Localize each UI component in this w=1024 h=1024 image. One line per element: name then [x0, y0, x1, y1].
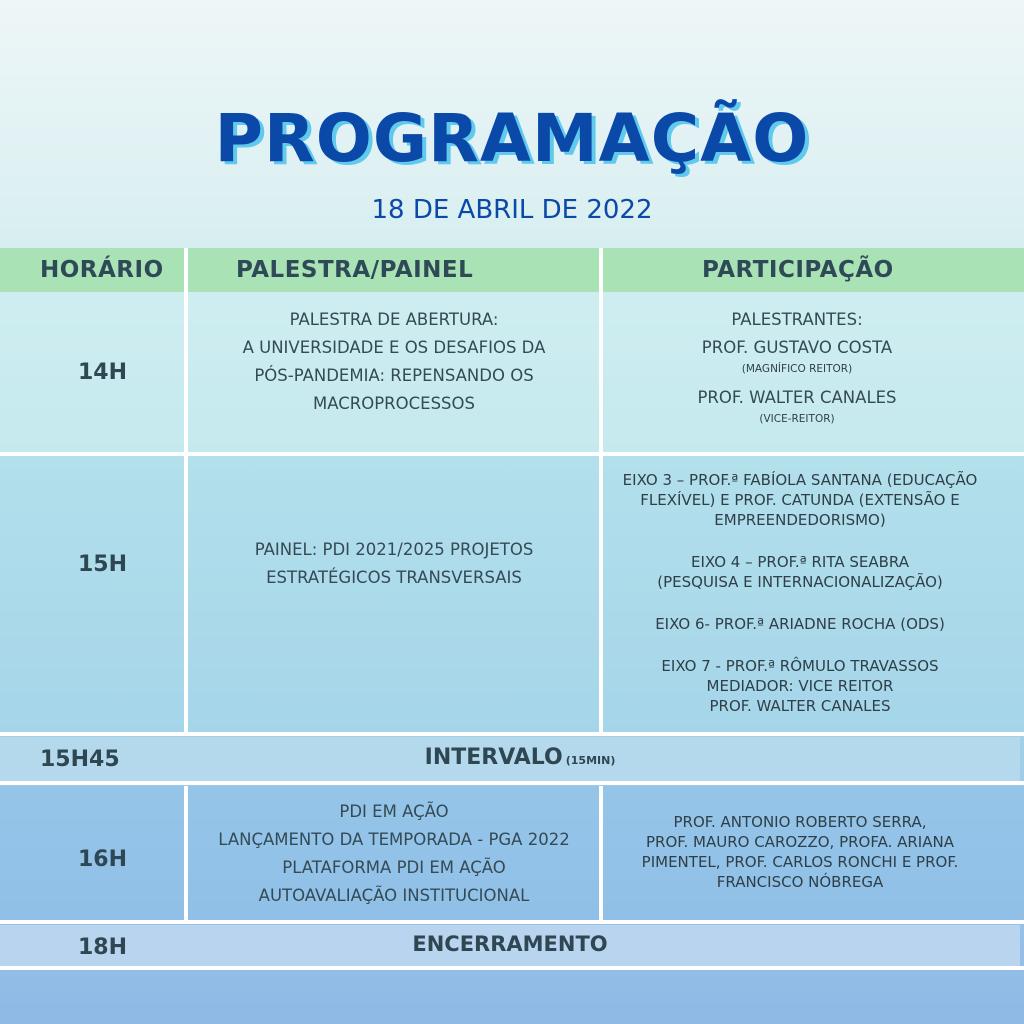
row-time: 15H	[77, 551, 128, 577]
column-divider	[184, 786, 188, 920]
column-divider	[599, 248, 603, 732]
column-divider	[599, 786, 603, 920]
column-header-participation: PARTICIPAÇÃO	[702, 257, 894, 283]
row-divider	[0, 966, 1024, 970]
row-time: 15H45	[40, 746, 120, 772]
closing-label: ENCERRAMENTO	[412, 932, 608, 956]
break-note: (15MIN)	[565, 754, 616, 767]
row-participation: EIXO 3 – PROF.ª FABÍOLA SANTANA (EDUCAÇÃO FLEXÍVEL) E PROF. CATUNDA (EXTENSÃO E EMPREENDEDORISMO) EIXO 4 – PROF.ª RITA SEABRA (PESQUISA E INTERNACIONALIZAÇÃO) EIXO 6- PROF.ª ARIADNE ROCHA (ODS) EIXO 7 - PROF.ª RÔMULO TRAVASSOS MEDIADOR: VICE REITOR PROF. WALTER CANALES	[622, 471, 978, 715]
row-talk: PAINEL: PDI 2021/2025 PROJETOS ESTRATÉGICOS TRANSVERSAIS	[254, 540, 534, 587]
column-divider	[184, 248, 188, 732]
row-talk: PDI EM AÇÃO LANÇAMENTO DA TEMPORADA - PGA 2022 PLATAFORMA PDI EM AÇÃO AUTOAVALIAÇÃO INSTITUCIONAL	[218, 802, 570, 905]
break-label: INTERVALO	[424, 745, 563, 770]
row-talk: PALESTRA DE ABERTURA: A UNIVERSIDADE E OS DESAFIOS DA PÓS-PANDEMIA: REPENSANDO OS MACROPROCESSOS	[242, 310, 546, 413]
row-participation: PALESTRANTES: PROF. GUSTAVO COSTA (MAGNÍFICO REITOR) PROF. WALTER CANALES (VICE-REITOR)	[697, 310, 897, 425]
event-date: 18 DE ABRIL DE 2022	[371, 195, 653, 225]
row-divider	[0, 920, 1024, 924]
column-header-talk: PALESTRA/PAINEL	[236, 257, 474, 283]
row-divider	[0, 732, 1024, 736]
row-time: 18H	[77, 934, 128, 960]
row-time: 16H	[77, 846, 128, 872]
page-title: PROGRAMAÇÃO	[214, 100, 810, 177]
column-header-time: HORÁRIO	[40, 257, 164, 283]
row-time: 14H	[77, 360, 128, 385]
row-participation: PROF. ANTONIO ROBERTO SERRA, PROF. MAURO CAROZZO, PROFA. ARIANA PIMENTEL, PROF. CARLOS RONCHI E PROF. FRANCISCO NÓBREGA	[641, 813, 959, 891]
row-divider	[0, 781, 1024, 785]
